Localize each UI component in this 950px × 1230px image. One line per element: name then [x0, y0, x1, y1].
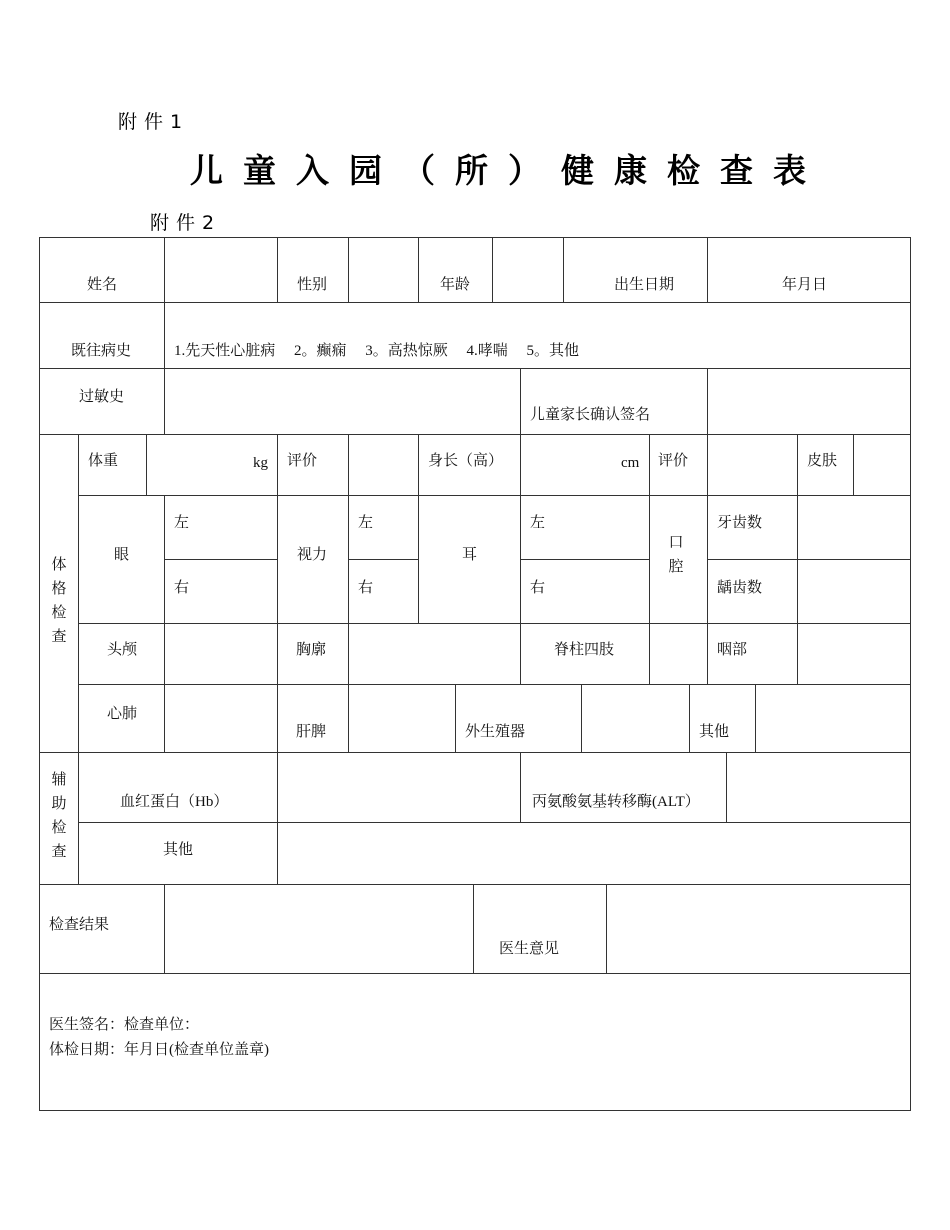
exam-date-line: 体检日期：年月日(检查单位盖章)	[49, 1042, 269, 1058]
eye-label: 眼	[114, 547, 130, 563]
hemoglobin-label: 血红蛋白（Hb）	[120, 794, 229, 810]
medical-history-label: 既往病史	[71, 343, 132, 359]
age-label: 年龄	[440, 277, 471, 293]
vision-label: 视力	[297, 547, 328, 563]
height-label: 身长（高）	[428, 453, 504, 469]
throat-label: 咽部	[717, 642, 748, 658]
eye-right-label: 右	[174, 580, 190, 596]
doctor-signature-line: 医生签名：检查单位：	[49, 1017, 200, 1033]
auxiliary-exam-label: 辅助检查	[51, 772, 67, 860]
weight-unit: kg	[253, 455, 268, 471]
evaluation-label-2: 评价	[658, 453, 689, 469]
physical-other-label: 其他	[699, 724, 730, 740]
genitals-label: 外生殖器	[465, 724, 526, 740]
chest-label: 胸廓	[296, 642, 327, 658]
name-label: 姓名	[87, 277, 118, 293]
physical-exam-label: 体格检查	[51, 557, 67, 645]
attachment-2-label: 附件2	[150, 212, 222, 234]
height-unit: cm	[621, 455, 640, 471]
exam-result-label: 检查结果	[49, 917, 110, 933]
teeth-count-label: 牙齿数	[717, 515, 763, 531]
ear-right-label: 右	[530, 580, 546, 596]
gender-label: 性别	[297, 277, 328, 293]
birthdate-value: 年月日	[782, 277, 828, 293]
medical-history-options: 1.先天性心脏病 2。癫痫 3。高热惊厥 4.哮喘 5。其他	[174, 343, 580, 359]
caries-count-label: 龋齿数	[717, 580, 763, 596]
allergy-label: 过敏史	[79, 389, 125, 405]
spine-limbs-label: 脊柱四肢	[554, 642, 615, 658]
alt-label: 丙氨酸氨基转移酶(ALT）	[532, 794, 700, 810]
head-label: 头颅	[107, 642, 138, 658]
weight-label: 体重	[88, 453, 119, 469]
birthdate-label: 出生日期	[614, 277, 675, 293]
auxiliary-other-label: 其他	[163, 842, 194, 858]
skin-label: 皮肤	[807, 453, 838, 469]
doctor-opinion-label: 医生意见	[499, 941, 560, 957]
vision-right-label: 右	[358, 580, 374, 596]
evaluation-label-1: 评价	[287, 453, 318, 469]
eye-left-label: 左	[174, 515, 190, 531]
oral-cavity-label: 口腔	[668, 535, 684, 575]
liver-spleen-label: 肝脾	[296, 724, 327, 740]
ear-label: 耳	[462, 547, 478, 563]
ear-left-label: 左	[530, 515, 546, 531]
vision-left-label: 左	[358, 515, 374, 531]
form-title: 儿童入园（所）健康检查表	[190, 151, 826, 190]
attachment-1-label: 附件1	[118, 111, 190, 133]
heart-lung-label: 心肺	[107, 706, 138, 722]
parent-signature-label: 儿童家长确认签名	[530, 407, 651, 423]
